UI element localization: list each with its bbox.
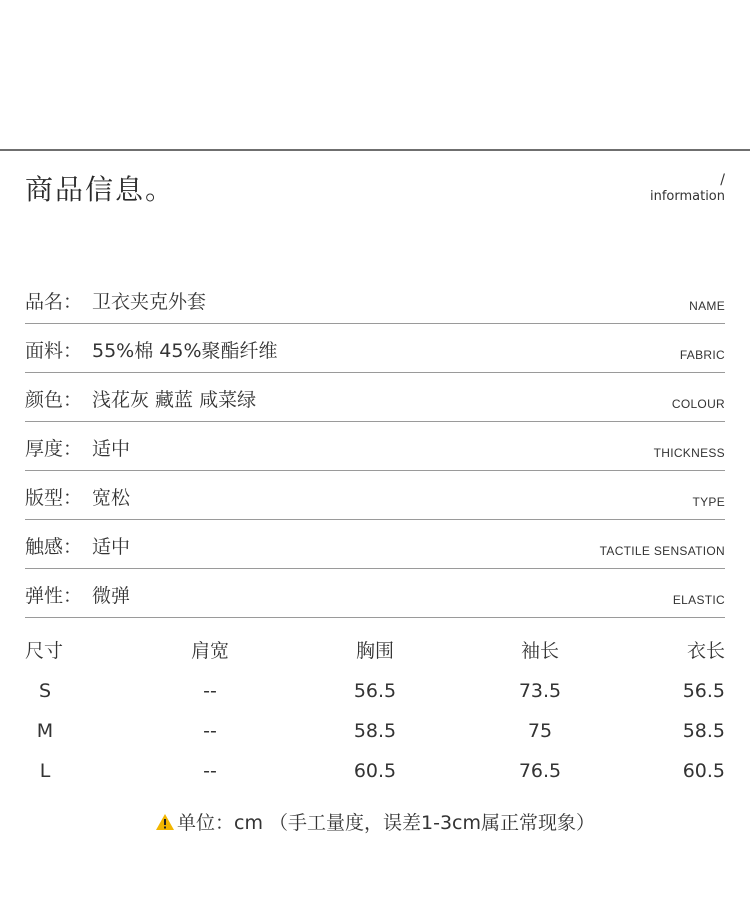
size-table-header	[25, 635, 725, 675]
length-cell: 58.5	[682, 720, 725, 742]
title-english	[650, 172, 725, 206]
length-cell: 60.5	[682, 760, 725, 782]
header-cell-chest: 胸围	[355, 640, 394, 662]
info-row-name	[25, 275, 725, 324]
info-label: 品名：	[25, 291, 83, 313]
title-slash: /	[720, 172, 725, 188]
info-row-thickness	[25, 422, 725, 471]
sleeve-cell: 73.5	[518, 680, 562, 702]
info-row-tactile	[25, 520, 725, 569]
table-row	[25, 675, 725, 715]
header-cell-shoulder: 肩宽	[190, 640, 229, 662]
info-value: 适中	[92, 536, 131, 558]
header-cell-sleeve: 袖长	[520, 640, 559, 662]
info-row-elastic	[25, 569, 725, 618]
info-en-label: NAME	[689, 299, 725, 313]
info-en-label: TACTILE SENSATION	[599, 544, 725, 558]
length-cell: 56.5	[682, 680, 725, 702]
table-row	[25, 755, 725, 795]
info-label: 厚度：	[25, 438, 83, 460]
note-text: 单位：cm （手工量度，误差1-3cm属正常现象）	[177, 812, 595, 834]
info-row-type	[25, 471, 725, 520]
shoulder-cell: --	[203, 680, 217, 702]
shoulder-cell: --	[203, 720, 217, 742]
measurement-note	[0, 808, 750, 836]
size-cell: L	[39, 760, 51, 782]
header-cell-size: 尺寸	[25, 640, 64, 662]
info-label: 版型：	[25, 487, 83, 509]
shoulder-cell: --	[203, 760, 217, 782]
info-en-label: TYPE	[692, 495, 725, 509]
info-value: 浅花灰 藏蓝 咸菜绿	[92, 389, 257, 411]
info-en-label: ELASTIC	[672, 593, 725, 607]
info-en-label: FABRIC	[679, 348, 725, 362]
info-row-colour	[25, 373, 725, 422]
info-label: 面料：	[25, 340, 83, 362]
info-label: 触感：	[25, 536, 83, 558]
size-cell: S	[38, 680, 52, 702]
info-row-fabric	[25, 324, 725, 373]
chest-cell: 58.5	[353, 720, 397, 742]
info-value: 55%棉 45%聚酯纤维	[92, 340, 278, 362]
info-value: 卫衣夹克外套	[92, 291, 207, 313]
sleeve-cell: 75	[527, 720, 553, 742]
info-value: 适中	[92, 438, 131, 460]
top-divider	[0, 149, 750, 151]
chest-cell: 60.5	[353, 760, 397, 782]
info-en-label: COLOUR	[671, 397, 725, 411]
size-cell: M	[36, 720, 54, 742]
product-info-list	[25, 275, 725, 618]
info-label: 颜色：	[25, 389, 83, 411]
info-label: 弹性：	[25, 585, 83, 607]
warning-icon	[155, 813, 175, 836]
info-value: 宽松	[92, 487, 131, 509]
info-value: 微弹	[92, 585, 131, 607]
table-row	[25, 715, 725, 755]
title-en-text: information	[649, 189, 725, 204]
chest-cell: 56.5	[353, 680, 397, 702]
info-en-label: THICKNESS	[653, 446, 725, 460]
sleeve-cell: 76.5	[518, 760, 562, 782]
size-table	[25, 635, 725, 795]
page-title: 商品信息。	[25, 173, 176, 206]
header-cell-length: 衣长	[686, 640, 725, 662]
